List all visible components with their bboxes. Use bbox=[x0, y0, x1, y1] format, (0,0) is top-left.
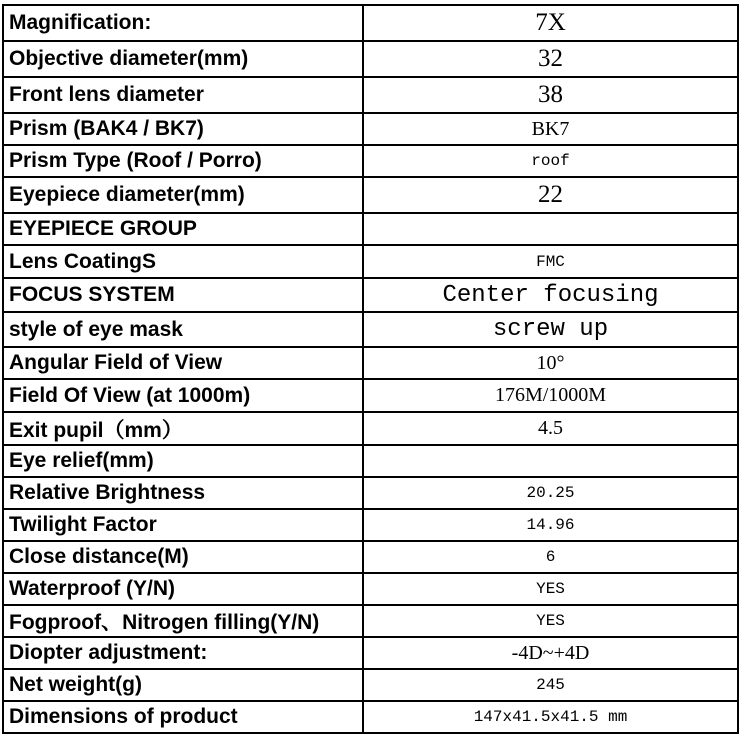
row-value: 245 bbox=[363, 669, 738, 701]
row-label: style of eye mask bbox=[3, 312, 363, 347]
row-value: FMC bbox=[363, 245, 738, 278]
table-row bbox=[3, 41, 738, 77]
row-label: Magnification: bbox=[3, 5, 363, 41]
row-value: 14.96 bbox=[363, 509, 738, 541]
row-label: Diopter adjustment: bbox=[3, 637, 363, 669]
row-label: EYEPIECE GROUP bbox=[3, 213, 363, 245]
row-value: 147x41.5x41.5 mm bbox=[363, 701, 738, 733]
row-value: BK7 bbox=[363, 113, 738, 145]
table-row bbox=[3, 509, 738, 541]
spec-table-body bbox=[3, 5, 738, 733]
row-label: Twilight Factor bbox=[3, 509, 363, 541]
table-row bbox=[3, 245, 738, 278]
row-label: Relative Brightness bbox=[3, 477, 363, 509]
row-label: FOCUS SYSTEM bbox=[3, 278, 363, 312]
table-row bbox=[3, 701, 738, 733]
row-label: Close distance(M) bbox=[3, 541, 363, 573]
table-row bbox=[3, 379, 738, 412]
row-label: Prism Type (Roof / Porro) bbox=[3, 145, 363, 177]
table-row bbox=[3, 605, 738, 637]
table-row bbox=[3, 637, 738, 669]
table-row bbox=[3, 113, 738, 145]
table-row bbox=[3, 573, 738, 605]
row-value: 10° bbox=[363, 347, 738, 379]
table-row bbox=[3, 312, 738, 347]
row-label: Lens CoatingS bbox=[3, 245, 363, 278]
row-label: Fogproof、Nitrogen filling(Y/N) bbox=[3, 605, 363, 637]
table-row bbox=[3, 278, 738, 312]
row-label: Dimensions of product bbox=[3, 701, 363, 733]
row-value: 4.5 bbox=[363, 412, 738, 445]
row-value: 176M/1000M bbox=[363, 379, 738, 412]
row-value: YES bbox=[363, 573, 738, 605]
table-row bbox=[3, 445, 738, 477]
row-value: 38 bbox=[363, 77, 738, 113]
spec-table bbox=[2, 4, 739, 734]
row-value: -4D~+4D bbox=[363, 637, 738, 669]
row-value: 6 bbox=[363, 541, 738, 573]
row-label: Angular Field of View bbox=[3, 347, 363, 379]
row-label: Eyepiece diameter(mm) bbox=[3, 177, 363, 213]
row-value: screw up bbox=[363, 312, 738, 347]
row-label: Net weight(g) bbox=[3, 669, 363, 701]
table-row bbox=[3, 412, 738, 445]
table-row bbox=[3, 77, 738, 113]
row-label: Prism (BAK4 / BK7) bbox=[3, 113, 363, 145]
row-value: YES bbox=[363, 605, 738, 637]
row-label: Eye relief(mm) bbox=[3, 445, 363, 477]
table-row bbox=[3, 347, 738, 379]
table-row bbox=[3, 477, 738, 509]
row-label: Front lens diameter bbox=[3, 77, 363, 113]
row-value: 7X bbox=[363, 5, 738, 41]
row-label: Objective diameter(mm) bbox=[3, 41, 363, 77]
row-label: Field Of View (at 1000m) bbox=[3, 379, 363, 412]
row-value: 32 bbox=[363, 41, 738, 77]
row-value: 20.25 bbox=[363, 477, 738, 509]
table-row bbox=[3, 145, 738, 177]
row-value: Center focusing bbox=[363, 278, 738, 312]
table-row bbox=[3, 541, 738, 573]
row-label: Exit pupil（mm） bbox=[3, 412, 363, 445]
row-value: 22 bbox=[363, 177, 738, 213]
table-row bbox=[3, 669, 738, 701]
row-value: roof bbox=[363, 145, 738, 177]
table-row bbox=[3, 5, 738, 41]
row-label: Waterproof (Y/N) bbox=[3, 573, 363, 605]
row-value bbox=[363, 213, 738, 245]
row-value bbox=[363, 445, 738, 477]
table-row bbox=[3, 177, 738, 213]
table-row bbox=[3, 213, 738, 245]
